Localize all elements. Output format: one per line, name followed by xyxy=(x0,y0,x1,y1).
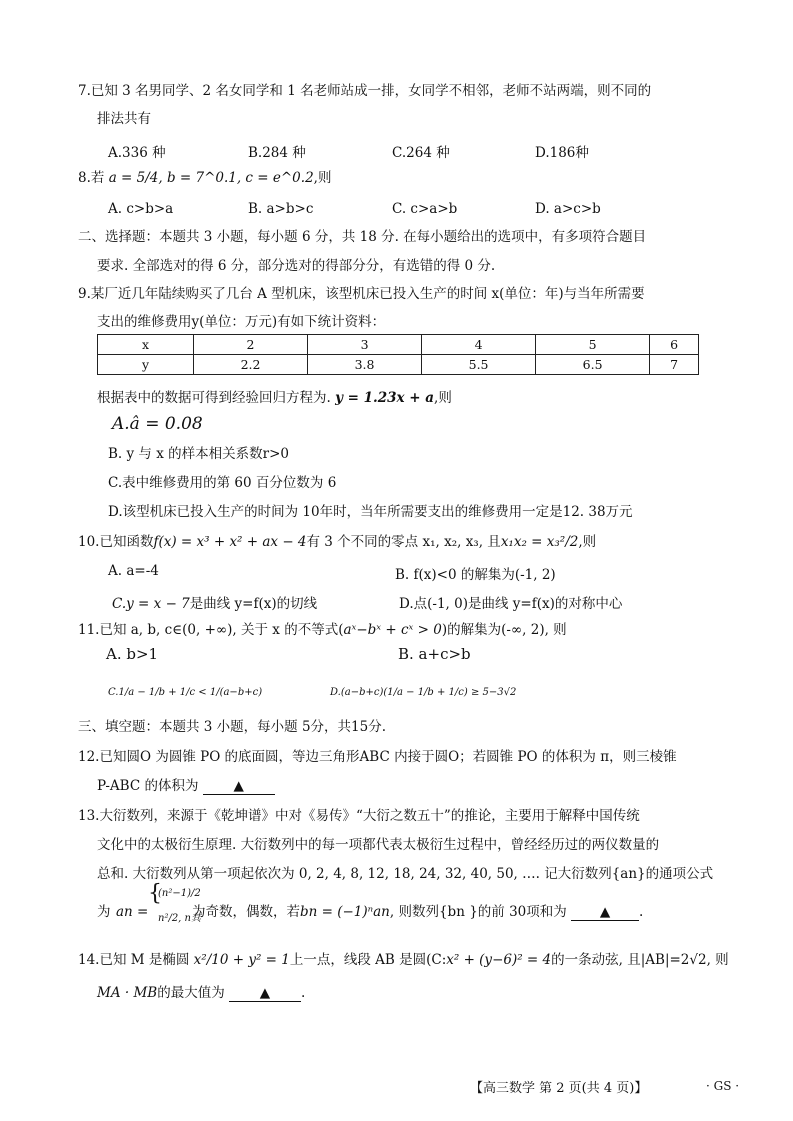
q10-mid: 有 3 个不同的零点 x₁, x₂, x₃, 且 xyxy=(306,534,501,550)
q8-option-b: B. a>b>c xyxy=(248,201,314,217)
table-cell: 5.5 xyxy=(422,355,536,375)
table-cell: 2.2 xyxy=(194,355,308,375)
q14-suffix: 的一条动弦, 且|AB|=2√2, 则 xyxy=(551,952,729,968)
q13-line4-suffix: , 则数列{bn }的前 30项和为 xyxy=(389,904,567,920)
q10-suffix: ,则 xyxy=(578,534,597,550)
q14-mid: 上一点，线段 AB 是圆(C: xyxy=(289,952,447,968)
triangle-icon: ▲ xyxy=(259,985,271,1001)
table-cell: 7 xyxy=(650,355,699,375)
q11-option-c: C.1/a − 1/b + 1/c < 1/(a−b+c) xyxy=(108,687,263,698)
section3-heading: 三、填空题：本题共 3 小题，每小题 5分，共15分. xyxy=(78,719,387,735)
footer-gs-mark: · GS · xyxy=(706,1079,740,1093)
table-cell: 6.5 xyxy=(536,355,650,375)
q7-option-b: B.284 种 xyxy=(248,145,306,161)
table-cell: 5 xyxy=(536,335,650,355)
q13-line4-rest: 为奇数，偶数，若bn = (−1)ⁿan, 则数列{bn }的前 30项和为 ▲ . xyxy=(192,904,644,920)
table-row xyxy=(98,355,699,375)
table-cell: 3.8 xyxy=(308,355,422,375)
q8-option-c: C. c>a>b xyxy=(392,201,458,217)
q14-prefix: 14.已知 M 是椭圆 xyxy=(78,952,190,968)
section2-line2: 要求. 全部选对的得 6 分，部分选对的得部分分，有选错的得 0 分. xyxy=(97,258,496,274)
q9-stats-table xyxy=(97,334,699,375)
q9-option-b: B. y 与 x 的样本相关系数r>0 xyxy=(108,446,289,462)
q13-an: an = xyxy=(116,904,149,920)
q10-option-c-math: C.y = x − 7 xyxy=(112,596,190,612)
q13-bn: bn = (−1)ⁿan xyxy=(300,904,390,920)
q13-line1: 13.大衍数列，来源于《乾坤谱》中对《易传》“大衍之数五十”的推论，主要用于解释中国传统 xyxy=(78,808,640,824)
q11-option-d: D.(a−b+c)(1/a − 1/b + 1/c) ≥ 5−3√2 xyxy=(330,687,517,698)
table-cell: x xyxy=(98,335,194,355)
q9-option-a: A.â = 0.08 xyxy=(112,414,203,434)
table-cell: 6 xyxy=(650,335,699,355)
q10-prefix: 10.已知函数 xyxy=(78,534,154,550)
q13-case-even: n²/2, n其 xyxy=(158,913,201,924)
q12-line1: 12.已知圆O 为圆锥 PO 的底面圆，等边三角形ABC 内接于圆O；若圆锥 PO 的体积为 π，则三棱锥 xyxy=(78,749,677,765)
q9-regression-equation: y = 1.23x + a xyxy=(335,390,435,406)
q13-answer-blank xyxy=(571,904,639,921)
q9-regression xyxy=(97,390,452,406)
q8-stem xyxy=(78,170,331,186)
q8-suffix: ,则 xyxy=(313,170,332,186)
q14-vector-product: MA · MB xyxy=(97,985,158,1001)
q13-line3: 总和. 大衍数列从第一项起依次为 0, 2, 4, 8, 12, 18, 24, 32, 40, 50, …. 记大衍数列{an}的通项公式 xyxy=(97,866,714,882)
q11-suffix: )的解集为(-∞, 2), 则 xyxy=(441,622,567,638)
q13-case-odd: (n²−1)/2 xyxy=(158,888,201,899)
q7-option-a: A.336 种 xyxy=(108,145,166,161)
q14-stem xyxy=(78,952,729,968)
q12-line2 xyxy=(97,778,275,795)
q8-expression: a = 5/4, b = 7^0.1, c = e^0.2 xyxy=(108,170,314,186)
q10-option-c-text: 是曲线 y=f(x)的切线 xyxy=(189,596,318,612)
q7-option-c: C.264 种 xyxy=(392,145,450,161)
q9-line1: 9.某厂近几年陆续购买了几台 A 型机床，该型机床已投入生产的时间 x(单位：年)与当年所需要 xyxy=(78,286,645,302)
q14-line2-text: 的最大值为 xyxy=(157,985,225,1001)
q13-line4-mid: 为奇数，偶数，若 xyxy=(192,904,300,920)
q11-option-a: A. b>1 xyxy=(106,645,159,663)
q7-line1: 7.已知 3 名男同学、2 名女同学和 1 名老师站成一排，女同学不相邻，老师不站两端，则不同的 xyxy=(78,83,652,99)
q9-regression-suffix: ,则 xyxy=(434,390,452,406)
q8-prefix: 8.若 xyxy=(78,170,105,186)
q14-circle: x² + (y−6)² = 4 xyxy=(446,952,552,968)
q14-answer-blank xyxy=(229,985,301,1002)
table-row xyxy=(98,335,699,355)
table-cell: 4 xyxy=(422,335,536,355)
table-cell: y xyxy=(98,355,194,375)
q10-function: f(x) = x³ + x² + ax − 4 xyxy=(153,534,307,550)
q7-option-d: D.186种 xyxy=(535,145,589,161)
q12-answer-blank xyxy=(203,778,275,795)
q10-stem xyxy=(78,534,596,550)
q7-line2: 排法共有 xyxy=(97,111,151,127)
q11-inequality: aˣ−bˣ + cˣ > 0 xyxy=(343,622,442,638)
q11-stem xyxy=(78,622,567,638)
triangle-icon: ▲ xyxy=(599,904,611,920)
section2-line1: 二、选择题：本题共 3 小题，每小题 6 分，共 18 分. 在每小题给出的选项中，有多项符合题目 xyxy=(78,229,647,245)
q9-option-c: C.表中维修费用的第 60 百分位数为 6 xyxy=(108,475,337,491)
q8-option-a: A. c>b>a xyxy=(108,201,174,217)
q13-line2: 文化中的太极衍生原理. 大衍数列中的每一项都代表太极衍生过程中，曾经经历过的两仪数量的 xyxy=(97,837,660,853)
q11-prefix: 11.已知 a, b, c∈(0, +∞), 关于 x 的不等式( xyxy=(78,622,344,638)
q10-option-a: A. a=-4 xyxy=(108,563,159,579)
q12-line2-text: P-ABC 的体积为 xyxy=(97,778,199,794)
table-cell: 3 xyxy=(308,335,422,355)
q10-option-d: D.点(-1, 0)是曲线 y=f(x)的对称中心 xyxy=(399,596,623,612)
q14-line2: MA · MB的最大值为 ▲ . xyxy=(97,985,306,1001)
q10-option-c xyxy=(112,592,317,612)
q9-regression-text: 根据表中的数据可得到经验回归方程为. xyxy=(97,390,331,406)
q14-ellipse: x²/10 + y² = 1 xyxy=(193,952,290,968)
triangle-icon: ▲ xyxy=(233,778,244,794)
q9-line2: 支出的维修费用y(单位：万元)有如下统计资料： xyxy=(97,314,386,330)
q9-option-d: D.该型机床已投入生产的时间为 10年时，当年所需要支出的维修费用一定是12. 38万元 xyxy=(108,504,633,520)
q13-line4-prefix: 为 xyxy=(97,904,111,920)
table-cell: 2 xyxy=(194,335,308,355)
q8-option-d: D. a>c>b xyxy=(535,201,601,217)
q13-brace: { xyxy=(148,881,162,906)
q10-option-b: B. f(x)<0 的解集为(-1, 2) xyxy=(395,567,556,583)
page-footer: 【高三数学 第 2 页(共 4 页)】 xyxy=(470,1081,648,1096)
q10-condition: x₁x₂ = x₃²/2 xyxy=(500,534,579,550)
q11-option-b: B. a+c>b xyxy=(398,645,471,663)
